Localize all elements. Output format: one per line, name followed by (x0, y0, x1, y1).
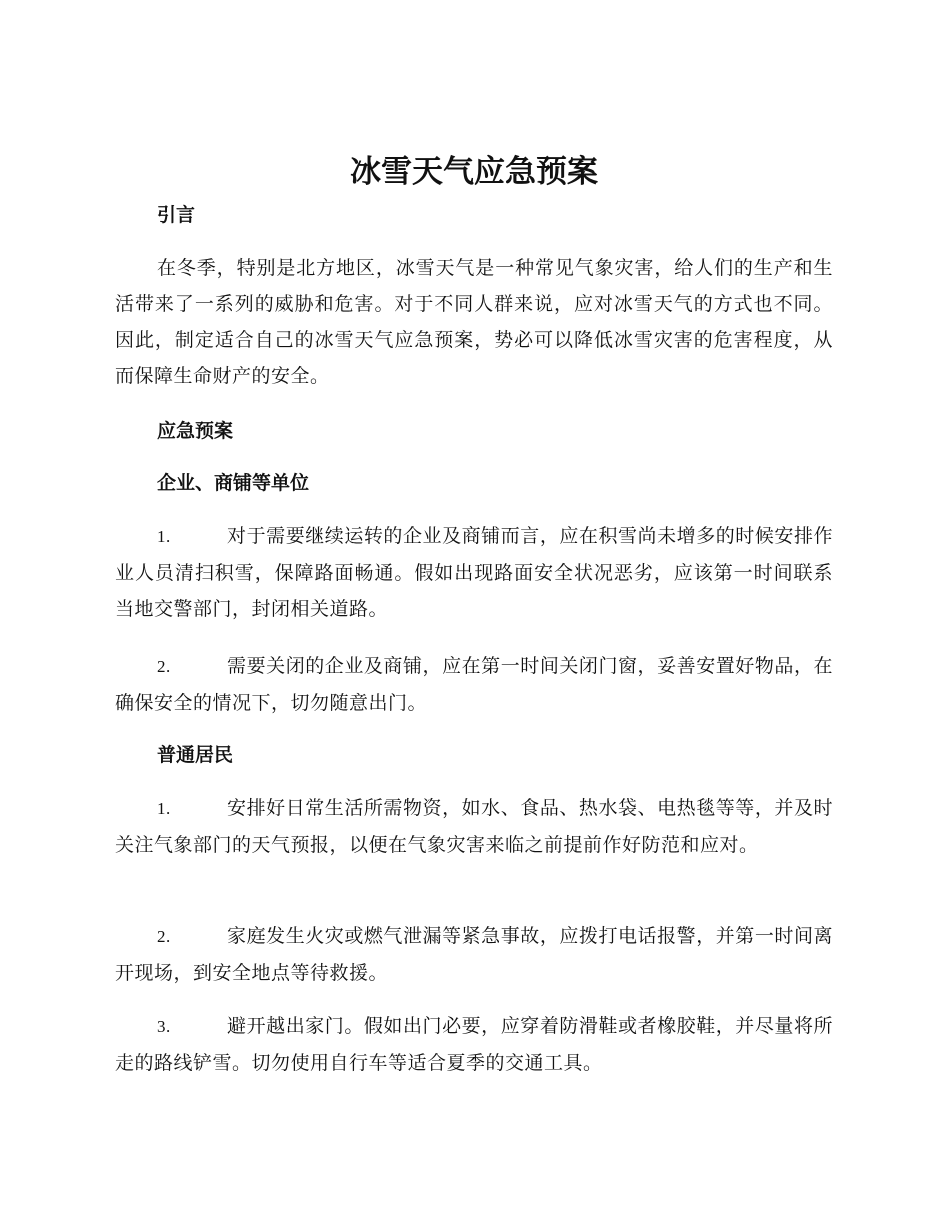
residents-item-2 (115, 918, 833, 991)
list-number: 2. (157, 657, 171, 676)
list-item-text: 需要关闭的企业及商铺，应在第一时间关闭门窗，妥善安置好物品，在确保安全的情况下，切勿随意出门。 (115, 655, 833, 714)
business-item-2 (115, 648, 833, 721)
intro-paragraph: 在冬季，特别是北方地区，冰雪天气是一种常见气象灾害，给人们的生产和生活带来了一系列的威胁和危害。对于不同人群来说，应对冰雪天气的方式也不同。因此，制定适合自己的冰雪天气应急预案，势必可以降低冰雪灾害的危害程度，从而保障生命财产的安全。 (115, 257, 833, 387)
heading-intro: 引言 (157, 204, 196, 226)
list-number: 1. (157, 527, 171, 546)
list-number: 2. (157, 927, 171, 946)
list-item-text: 家庭发生火灾或燃气泄漏等紧急事故，应拨打电话报警，并第一时间离开现场，到安全地点等待救援。 (115, 925, 833, 984)
heading-residents: 普通居民 (157, 744, 234, 766)
document-title: 冰雪天气应急预案 (350, 154, 598, 190)
residents-item-3 (115, 1008, 833, 1081)
list-item-text: 对于需要继续运转的企业及商铺而言，应在积雪尚未增多的时候安排作业人员清扫积雪，保障路面畅通。假如出现路面安全状况恶劣，应该第一时间联系当地交警部门，封闭相关道路。 (115, 525, 833, 620)
list-item-text: 安排好日常生活所需物资，如水、食品、热水袋、电热毯等等，并及时关注气象部门的天气预报，以便在气象灾害来临之前提前作好防范和应对。 (115, 797, 833, 856)
list-number: 1. (157, 799, 171, 818)
list-item-text: 避开越出家门。假如出门必要，应穿着防滑鞋或者橡胶鞋，并尽量将所走的路线铲雪。切勿使用自行车等适合夏季的交通工具。 (115, 1015, 833, 1074)
list-number: 3. (157, 1017, 171, 1036)
residents-item-1 (115, 790, 833, 863)
heading-emergency-plan: 应急预案 (157, 420, 234, 442)
business-item-1 (115, 518, 833, 627)
heading-business-units: 企业、商铺等单位 (157, 472, 310, 494)
